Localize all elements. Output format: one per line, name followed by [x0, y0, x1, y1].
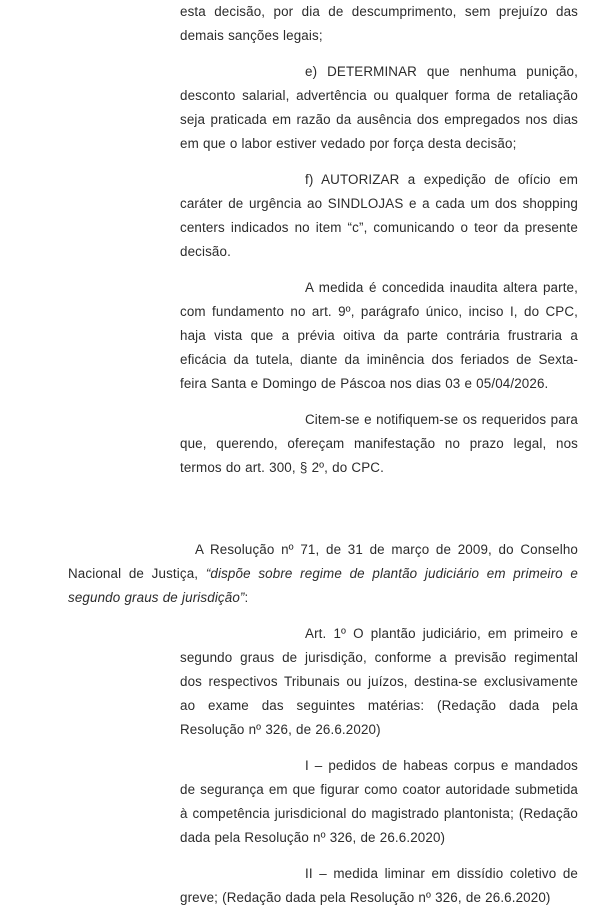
- paragraph-item-e-determinar: e) DETERMINAR que nenhuma punição, desconto salarial, advertência ou qualquer forma de retaliação seja praticada em razão da ausência dos empregados nos dias em que o labor estiver vedado por força desta decisão;: [180, 64, 578, 151]
- paragraph-medida-inaudita-altera-parte: A medida é concedida inaudita altera parte, com fundamento no art. 9º, parágrafo único, inciso I, do CPC, haja vista que a prévia oitiva da parte contrária frustraria a eficácia da tutela, diante da iminência dos feriados de Sexta-feira Santa e Domingo de Páscoa nos dias 03 e 05/04/2026.: [180, 280, 578, 391]
- quoted-italic-text: “dispõe sobre regime de plantão judiciário em primeiro e segundo graus de jurisdição”: [68, 566, 578, 605]
- paragraph-inciso-ii-dissidio-coletivo: II – medida liminar em dissídio coletivo de greve; (Redação dada pela Resolução nº 326, de 26.6.2020): [180, 866, 578, 905]
- paragraph-resolucao-71-cnj: [0, 538, 600, 610]
- paragraph-continuation-sancoes: esta decisão, por dia de descumprimento, sem prejuízo das demais sanções legais;: [180, 4, 578, 43]
- paragraph-artigo-1-plantao-judiciario: Art. 1º O plantão judiciário, em primeiro e segundo graus de jurisdição, conforme a previsão regimental dos respectivos Tribunais ou juízos, destina-se exclusivamente ao exame das seguintes matérias: (Redação dada pela Resolução nº 326, de 26.6.2020): [180, 626, 578, 737]
- paragraph-item-f-autorizar: f) AUTORIZAR a expedição de ofício em caráter de urgência ao SINDLOJAS e a cada um dos shopping centers indicados no item “c”, comunicando o teor da presente decisão.: [180, 172, 578, 259]
- paragraph-citem-se-notifiquem-se: Citem-se e notifiquem-se os requeridos para que, querendo, ofereçam manifestação no prazo legal, nos termos do art. 300, § 2º, do CPC.: [180, 412, 578, 475]
- paragraph-text-trail: :: [244, 590, 249, 605]
- paragraph-text-lead: A Resolução nº 71, de 31 de março de 2009, do Conselho Nacional de Justiça,: [68, 542, 578, 581]
- paragraph-inciso-i-habeas-corpus: I – pedidos de habeas corpus e mandados de segurança em que figurar como coator autoridade submetida à competência jurisdicional do magistrado plantonista; (Redação dada pela Resolução nº 326, de 26.6.2020): [180, 758, 578, 845]
